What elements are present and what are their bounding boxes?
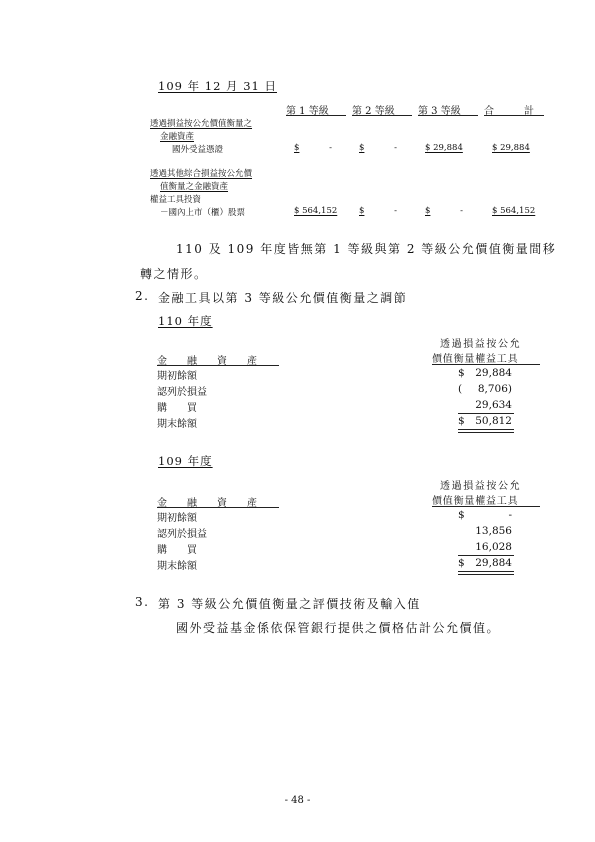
row-value: 50,812 bbox=[475, 415, 512, 427]
header-rule-4 bbox=[484, 115, 544, 116]
table-date-heading: 109 年 12 月 31 日 bbox=[158, 79, 277, 93]
g2-level2: $ - bbox=[359, 206, 397, 216]
group1-row-label: 國外受益憑證 bbox=[172, 145, 224, 155]
item-number: 3. bbox=[135, 595, 150, 609]
subtotal-rule bbox=[458, 413, 514, 414]
row-value: 13,856 bbox=[475, 525, 512, 537]
subtotal-rule bbox=[458, 555, 514, 556]
header-rule-2 bbox=[352, 115, 412, 116]
col-header-level2: 第 2 等級 bbox=[352, 106, 395, 117]
recon109-asset-header: 金 融 資 產 bbox=[157, 498, 257, 509]
group2-title-cont: 值衡量之金融資產 bbox=[160, 182, 229, 192]
year-heading-109: 109 年度 bbox=[158, 454, 213, 468]
header-rule-1 bbox=[286, 115, 346, 116]
row-sign: $ bbox=[458, 367, 465, 379]
row-value: - bbox=[508, 509, 512, 521]
recon109-col-header: 透過損益按公允 bbox=[440, 481, 522, 492]
section-title: 第 3 等級公允價值衡量之評價技術及輸入值 bbox=[158, 597, 421, 611]
row-label: 期初餘額 bbox=[157, 513, 197, 524]
item-number: 2. bbox=[135, 289, 150, 303]
group2-subtitle: 權益工具投資 bbox=[150, 195, 202, 205]
recon110-asset-header: 金 融 資 產 bbox=[157, 356, 257, 367]
col-header-total: 合 計 bbox=[484, 106, 534, 117]
row-sign: $ bbox=[458, 509, 465, 521]
row-value: 29,634 bbox=[475, 399, 512, 411]
row-sign: ( bbox=[458, 383, 463, 395]
col-header-level1: 第 1 等級 bbox=[286, 106, 329, 117]
row-label: 認列於損益 bbox=[157, 387, 207, 398]
col-header-level3: 第 3 等級 bbox=[418, 106, 461, 117]
row-label: 期末餘額 bbox=[157, 561, 197, 572]
group2-row-label: －國內上市（櫃）股票 bbox=[160, 208, 246, 218]
recon110-col-rule bbox=[432, 364, 540, 365]
row-label: 購 買 bbox=[157, 545, 197, 556]
row-label: 購 買 bbox=[157, 403, 197, 414]
year-heading-110: 110 年度 bbox=[158, 314, 213, 328]
g2-level1: $ 564,152 bbox=[294, 206, 338, 216]
header-rule-3 bbox=[418, 115, 478, 116]
group1-title: 透過損益按公允價值衡量之 bbox=[150, 119, 253, 129]
group2-title: 透過其他綜合損益按公允價 bbox=[150, 169, 253, 179]
row-label: 期末餘額 bbox=[157, 419, 197, 430]
recon110-col-header: 透過損益按公允 bbox=[440, 339, 522, 350]
g1-level2: $ - bbox=[359, 143, 397, 153]
recon109-col-header-cont: 價值衡量權益工具 bbox=[432, 496, 519, 507]
recon110-asset-rule bbox=[157, 365, 279, 366]
row-value: 29,884 bbox=[475, 557, 512, 569]
recon110-col-header-cont: 價值衡量權益工具 bbox=[432, 354, 519, 365]
item3-body: 國外受益基金係依保管銀行提供之價格估計公允價值。 bbox=[176, 621, 501, 635]
g2-total: $ 564,152 bbox=[492, 206, 536, 216]
transfer-note-cont: 轉之情形。 bbox=[140, 267, 208, 281]
g2-level3: $ - bbox=[425, 206, 463, 216]
recon109-asset-rule bbox=[157, 507, 279, 508]
recon109-col-rule bbox=[432, 506, 540, 507]
g1-total: $ 29,884 bbox=[492, 143, 530, 153]
total-double-rule bbox=[458, 571, 514, 575]
page-number: - 48 - bbox=[284, 795, 311, 806]
row-label: 期初餘額 bbox=[157, 371, 197, 382]
g1-level3: $ 29,884 bbox=[425, 143, 463, 153]
section-title: 金融工具以第 3 等級公允價值衡量之調節 bbox=[158, 291, 408, 305]
row-value: 16,028 bbox=[475, 541, 512, 553]
row-label: 認列於損益 bbox=[157, 529, 207, 540]
total-double-rule bbox=[458, 429, 514, 433]
row-value: 8,706) bbox=[477, 383, 512, 395]
row-sign: $ bbox=[458, 415, 465, 427]
transfer-note: 110 及 109 年度皆無第 1 等級與第 2 等級公允價值衡量間移 bbox=[176, 242, 557, 256]
group1-title-cont: 金融資產 bbox=[160, 132, 195, 142]
row-sign: $ bbox=[458, 557, 465, 569]
row-value: 29,884 bbox=[475, 367, 512, 379]
g1-level1: $ - bbox=[294, 143, 332, 153]
